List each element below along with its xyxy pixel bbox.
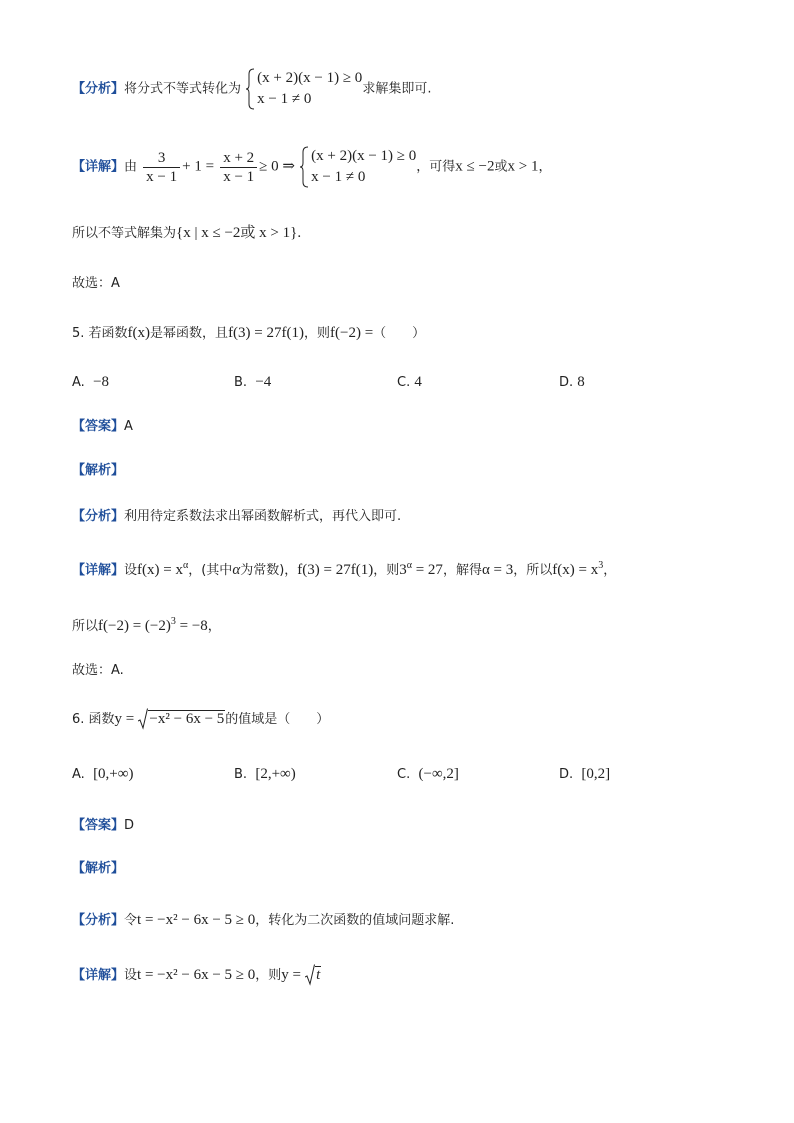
question-5-mid: 是幂函数，且 bbox=[150, 326, 229, 341]
analysis-6-text-2: ，转化为二次函数的值域问题求解. bbox=[255, 913, 455, 928]
jiexi-6 bbox=[72, 859, 124, 879]
function-result-base: f(x) = x bbox=[552, 562, 599, 578]
detail-5-text-5: ，解得 bbox=[442, 563, 482, 578]
detail-5 bbox=[72, 556, 616, 581]
option-a-value: [0,+∞) bbox=[93, 766, 134, 782]
radicand-t: t bbox=[316, 967, 321, 983]
detail-6-expression: t = −x² − 6x − 5 ≥ 0 bbox=[137, 967, 256, 983]
question-6-suffix: 的值域是（ ） bbox=[225, 712, 330, 727]
option-c-value: 4 bbox=[414, 374, 422, 390]
option-b bbox=[234, 372, 271, 393]
tag-analysis: 【分析】 bbox=[72, 509, 125, 524]
option-b-label: B. bbox=[234, 767, 248, 782]
tag-detail: 【详解】 bbox=[72, 563, 125, 578]
left-brace-icon bbox=[299, 146, 309, 188]
fraction-2-numerator: x + 2 bbox=[223, 149, 255, 166]
geq-implies: ≥ 0 ⇒ bbox=[259, 158, 295, 175]
alpha-symbol: α bbox=[232, 562, 241, 578]
question-6-prefix: 6. 函数 bbox=[72, 712, 115, 727]
detail-5-text-2: ，(其中 bbox=[188, 563, 233, 578]
radicand: −x² − 6x − 5 bbox=[149, 711, 225, 727]
option-d-value: 8 bbox=[577, 374, 585, 390]
answer-6-value: D bbox=[124, 818, 135, 833]
fraction-1 bbox=[143, 149, 180, 186]
detail-text-2: ，可得 bbox=[416, 159, 456, 175]
exp-equation bbox=[399, 562, 443, 578]
detail-6-y: y = bbox=[281, 967, 302, 983]
option-a-label: A. bbox=[72, 767, 85, 782]
compute-5-text: 所以 bbox=[72, 619, 99, 634]
question-5-options bbox=[72, 372, 732, 392]
left-brace-icon bbox=[245, 68, 255, 110]
analysis-5-text: 利用待定系数法求出幂函数解析式，再代入即可. bbox=[124, 509, 402, 524]
square-root-t bbox=[305, 965, 321, 985]
compute-result: = −8 bbox=[179, 618, 208, 634]
solution-set: {x | x ≤ −2或 x > 1}. bbox=[176, 225, 302, 241]
option-d-label: D. bbox=[559, 767, 574, 782]
option-d-value: [0,2] bbox=[581, 766, 611, 782]
solution-set-line bbox=[72, 223, 301, 244]
question-6-options bbox=[72, 764, 732, 784]
exp-rest: = 27 bbox=[415, 562, 443, 578]
fraction-2-denominator: x − 1 bbox=[220, 167, 257, 186]
compute-5 bbox=[72, 612, 221, 637]
power-function-def bbox=[137, 562, 188, 578]
option-d-label: D. bbox=[559, 375, 574, 390]
detail-5-comma: ， bbox=[603, 563, 617, 578]
option-d bbox=[559, 372, 585, 393]
compute-comma: ， bbox=[207, 619, 221, 634]
detail-5-condition: f(3) = 27f(1) bbox=[297, 562, 374, 578]
function-result-power: 3 bbox=[598, 560, 604, 571]
detail-6 bbox=[72, 965, 321, 986]
function-result bbox=[552, 562, 603, 578]
tag-analysis: 【分析】 bbox=[72, 81, 125, 97]
power-function-exponent: α bbox=[182, 560, 189, 571]
choose-line-1 bbox=[72, 274, 120, 294]
system-row-2: x − 1 ≠ 0 bbox=[257, 91, 312, 107]
condition-1: x ≤ −2 bbox=[455, 158, 495, 175]
system-row-1: (x + 2)(x − 1) ≥ 0 bbox=[257, 70, 363, 86]
detail-6-text: 设 bbox=[124, 968, 138, 983]
detail-6-text-2: ，则 bbox=[255, 968, 282, 983]
answer-5 bbox=[72, 417, 133, 437]
power-function-base: f(x) = x bbox=[137, 562, 183, 578]
compute-base: f(−2) = (−2) bbox=[98, 618, 171, 634]
analysis-6 bbox=[72, 910, 454, 931]
tag-analysis: 【分析】 bbox=[72, 913, 125, 928]
detail-5-text-6: ，所以 bbox=[513, 563, 553, 578]
exp-base: 3 bbox=[399, 562, 407, 578]
analysis-6-expression: t = −x² − 6x − 5 ≥ 0 bbox=[137, 912, 256, 928]
comma: ， bbox=[538, 159, 552, 175]
analysis-text-end: 求解集即可. bbox=[362, 81, 432, 97]
condition-2: x > 1 bbox=[507, 158, 539, 175]
question-5-prefix: 5. 若函数 bbox=[72, 326, 128, 341]
tag-explanation: 【解析】 bbox=[72, 861, 125, 876]
choose-text: 故选：A bbox=[72, 276, 120, 291]
analysis-text: 将分式不等式转化为 bbox=[124, 81, 242, 97]
question-5-mid2: ，则 bbox=[304, 326, 331, 341]
system-2-row-2: x − 1 ≠ 0 bbox=[311, 169, 366, 185]
tag-answer: 【答案】 bbox=[72, 818, 125, 833]
option-a-label: A. bbox=[72, 375, 85, 390]
option-b-value: [2,+∞) bbox=[255, 766, 296, 782]
option-b-label: B. bbox=[234, 375, 248, 390]
answer-5-value: A bbox=[124, 419, 133, 434]
compute-power: 3 bbox=[170, 616, 176, 627]
option-d bbox=[559, 764, 610, 785]
option-b-value: −4 bbox=[255, 374, 272, 390]
analysis-6-text: 令 bbox=[124, 913, 138, 928]
inequality-system-2 bbox=[299, 146, 416, 188]
tag-explanation: 【解析】 bbox=[72, 463, 125, 478]
question-5-fx: f(x) bbox=[127, 325, 151, 341]
question-5-ask: f(−2) = bbox=[330, 325, 374, 341]
detail-line-1 bbox=[72, 146, 551, 188]
option-c bbox=[397, 372, 422, 393]
option-c bbox=[397, 764, 459, 785]
analysis-5 bbox=[72, 507, 401, 527]
option-c-label: C. bbox=[397, 375, 411, 390]
option-a bbox=[72, 372, 109, 393]
option-c-value: (−∞,2] bbox=[418, 766, 459, 782]
tag-detail: 【详解】 bbox=[72, 968, 125, 983]
detail-5-text: 设 bbox=[124, 563, 138, 578]
tag-detail: 【详解】 bbox=[72, 159, 125, 175]
option-a bbox=[72, 764, 133, 785]
option-c-label: C. bbox=[397, 767, 411, 782]
radical-sign-icon bbox=[305, 964, 315, 986]
detail-5-text-4: ，则 bbox=[373, 563, 400, 578]
compute-expression bbox=[98, 618, 208, 634]
alpha-solution: α = 3 bbox=[481, 562, 514, 578]
tag-answer: 【答案】 bbox=[72, 419, 125, 434]
solution-set-text: 所以不等式解集为 bbox=[72, 226, 177, 241]
question-6 bbox=[72, 709, 329, 730]
inequality-system bbox=[245, 68, 362, 110]
plus-one: + 1 = bbox=[182, 158, 215, 175]
exp-power: α bbox=[406, 560, 412, 571]
option-b bbox=[234, 764, 296, 785]
detail-text: 由 bbox=[124, 159, 138, 175]
choose-5-text: 故选：A. bbox=[72, 663, 124, 678]
fraction-1-denominator: x − 1 bbox=[143, 167, 180, 186]
answer-6 bbox=[72, 816, 134, 836]
question-6-y: y = bbox=[114, 711, 135, 727]
detail-5-text-3: 为常数)， bbox=[240, 563, 298, 578]
fraction-2 bbox=[220, 149, 257, 186]
analysis-line-1 bbox=[72, 68, 431, 110]
question-5-paren: （ ） bbox=[373, 326, 426, 341]
fraction-1-numerator: 3 bbox=[157, 149, 166, 166]
square-root bbox=[138, 709, 225, 729]
option-a-value: −8 bbox=[93, 374, 110, 390]
question-5 bbox=[72, 323, 425, 344]
or-text: 或 bbox=[494, 159, 508, 175]
system-2-row-1: (x + 2)(x − 1) ≥ 0 bbox=[311, 148, 417, 164]
jiexi-5 bbox=[72, 461, 124, 481]
radical-sign-icon bbox=[138, 708, 148, 730]
choose-line-5 bbox=[72, 661, 124, 681]
question-5-condition: f(3) = 27f(1) bbox=[228, 325, 304, 341]
